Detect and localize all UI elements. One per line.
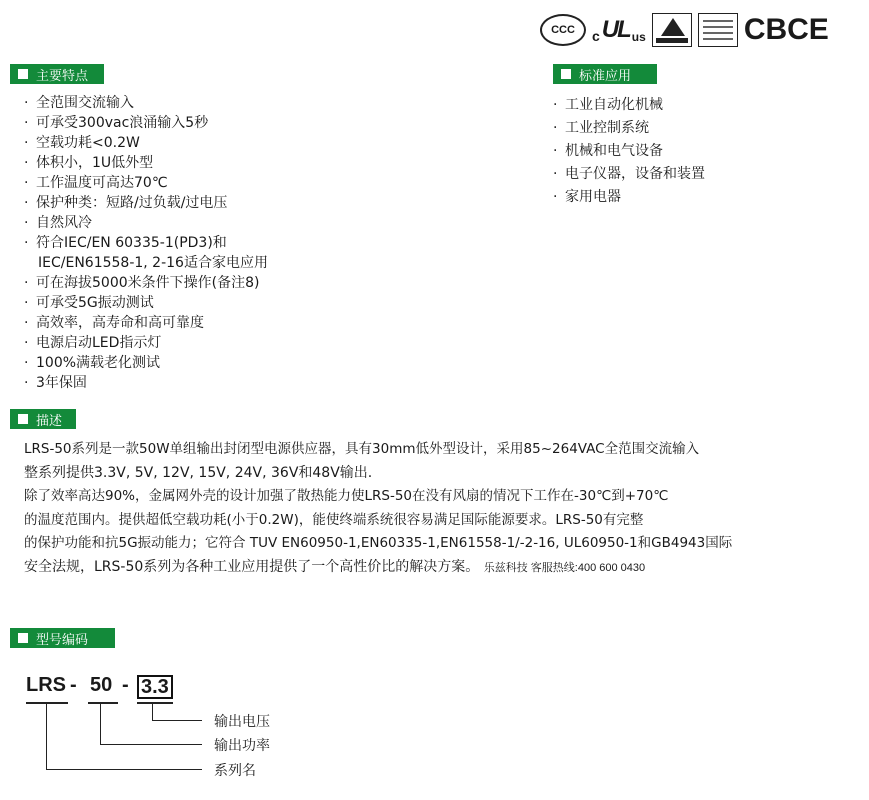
features-header — [10, 64, 104, 84]
list-item: · 高效率，高寿命和高可靠度 — [24, 315, 204, 331]
list-item: · 可承受300vac浪涌输入5秒 — [24, 115, 209, 131]
list-item: · 可在海拔5000米条件下操作(备注8) — [24, 275, 260, 291]
description-line: 除了效率高达90%，金属网外壳的设计加强了散热能力使LRS-50在没有风扇的情况下工作在-30℃到+70℃ — [24, 488, 669, 504]
description-header — [10, 409, 76, 429]
model-dash: - — [122, 674, 129, 696]
applications-title: 标准应用 — [579, 68, 632, 84]
list-item: · 空载功耗<0.2W — [24, 135, 140, 151]
square-icon — [18, 414, 28, 424]
list-item: · 电子仪器，设备和装置 — [553, 166, 705, 182]
list-item: · 可承受5G振动测试 — [24, 295, 154, 311]
output-voltage-label: 输出电压 — [214, 714, 270, 730]
power-connector — [100, 744, 202, 745]
list-item: · 100%满载老化测试 — [24, 355, 161, 371]
applications-header — [553, 64, 657, 84]
list-item: · 工业自动化机械 — [553, 97, 663, 113]
power-connector — [100, 702, 101, 744]
series-connector — [46, 769, 202, 770]
model-power: 50 — [90, 674, 113, 696]
description-line: 的温度范围内。提供超低空载功耗(小于0.2W)，能使终端系统很容易满足国际能源要求。LRS-50有完整 — [24, 511, 644, 528]
description-body — [24, 438, 864, 580]
list-item: · 机械和电气设备 — [553, 143, 663, 159]
power-underline — [88, 702, 118, 704]
description-line: 的保护功能和抗5G振动能力；它符合 TUV EN60950-1,EN60335-1,EN61558-1/-2-16, UL60950-1和GB4943国际 — [24, 535, 733, 551]
list-item: · 保护种类：短路/过负载/过电压 — [24, 195, 228, 211]
description-line: LRS-50系列是一款50W单组输出封闭型电源供应器，具有30mm低外型设计，采用85~264VAC全范围交流输入 — [24, 441, 700, 457]
voltage-connector — [152, 720, 202, 721]
model-code-header — [10, 628, 115, 648]
applications-list — [553, 94, 705, 209]
description-line: 安全法规，LRS-50系列为各种工业应用提供了一个高性价比的解决方案。 乐兹科技 客服热线:400 600 0430 — [24, 558, 646, 575]
features-list — [24, 93, 268, 393]
list-item: · 工业控制系统 — [553, 120, 649, 136]
square-icon — [18, 69, 28, 79]
list-item: · 3年保固 — [24, 375, 87, 391]
list-item: · 全范围交流输入 — [24, 95, 134, 111]
model-code-title: 型号编码 — [36, 632, 89, 648]
certification-logos — [540, 12, 829, 48]
description-line: 整系列提供3.3V, 5V, 12V, 15V, 24V, 36V和48V输出. — [24, 464, 373, 481]
list-item: · 家用电器 — [553, 189, 621, 205]
list-item: · 电源启动LED指示灯 — [24, 335, 162, 351]
tuv-logo — [652, 13, 692, 47]
square-icon — [18, 633, 28, 643]
list-item: · 工作温度可高达70℃ — [24, 175, 168, 191]
certificate-logo — [698, 13, 738, 47]
model-series: LRS — [26, 674, 66, 696]
cb-ce-logo: CBCE — [743, 13, 829, 46]
ccc-logo: CCC — [540, 14, 586, 46]
list-item: · 自然风冷 — [24, 215, 92, 231]
model-voltage-box: 3.3 — [137, 675, 173, 699]
model-dash: - — [70, 674, 77, 696]
list-item: · 体积小，1U低外型 — [24, 155, 154, 171]
description-title: 描述 — [36, 413, 63, 429]
series-connector — [46, 702, 47, 769]
series-name-label: 系列名 — [214, 763, 256, 779]
ul-logo: c UL us — [592, 16, 646, 44]
voltage-underline — [137, 702, 173, 704]
voltage-connector — [152, 702, 153, 720]
list-item: · 符合IEC/EN 60335-1(PD3)和 — [24, 235, 227, 251]
list-item: IEC/EN61558-1, 2-16适合家电应用 — [38, 255, 268, 271]
customer-hotline: 乐兹科技 客服热线:400 600 0430 — [483, 561, 646, 574]
square-icon — [561, 69, 571, 79]
output-power-label: 输出功率 — [214, 738, 270, 754]
features-title: 主要特点 — [36, 68, 89, 84]
series-underline — [26, 702, 68, 704]
